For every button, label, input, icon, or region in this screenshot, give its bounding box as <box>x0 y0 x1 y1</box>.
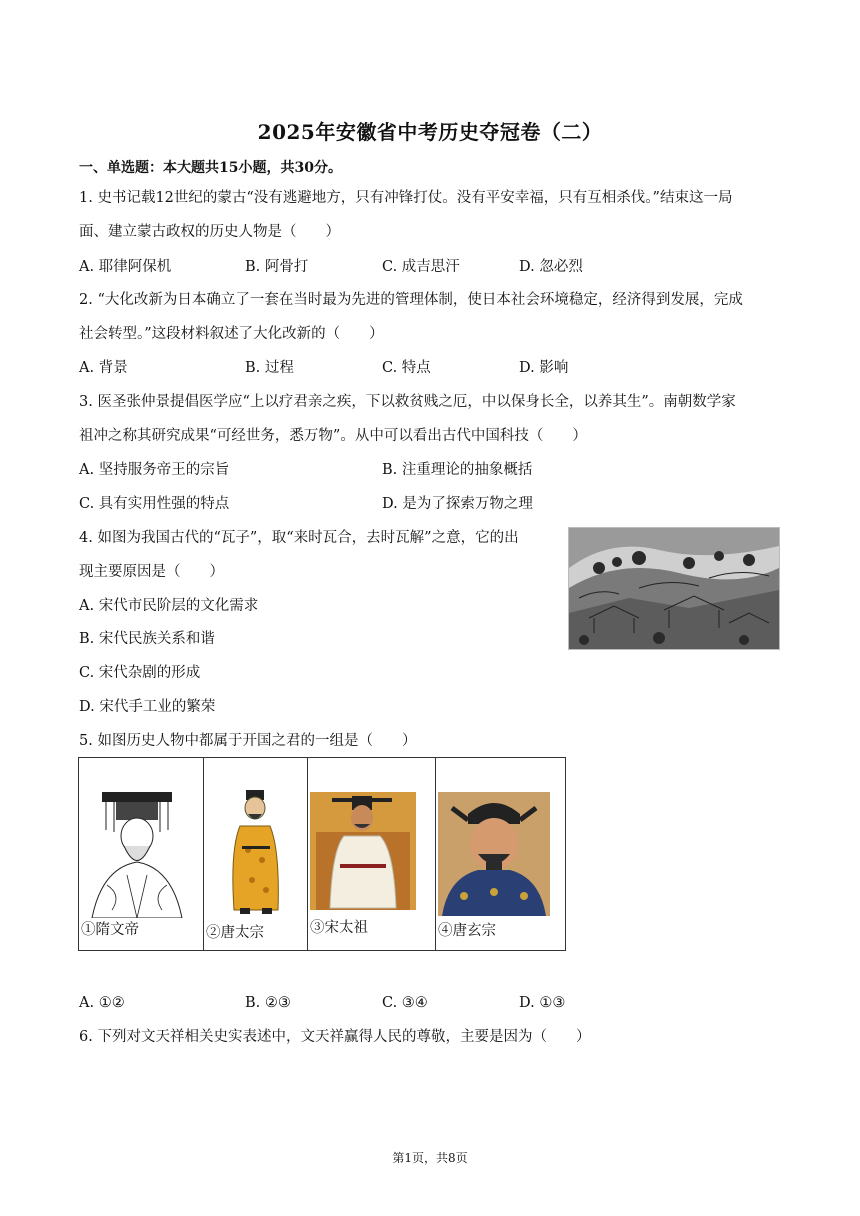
q3-option-a: A. 坚持服务帝王的宗旨 <box>79 462 230 478</box>
song-taizu-portrait-image <box>310 792 416 910</box>
q3-option-c: C. 具有实用性强的特点 <box>79 496 230 512</box>
portrait-table <box>78 757 566 951</box>
q1-option-b: B. 阿骨打 <box>245 259 309 275</box>
q3-option-d: D. 是为了探索万物之理 <box>382 496 533 512</box>
q2-option-d: D. 影响 <box>519 360 569 376</box>
q2-option-c: C. 特点 <box>382 360 431 376</box>
q2-option-b: B. 过程 <box>245 360 294 376</box>
question-1-line-1: 1. 史书记载12世纪的蒙古“没有逃避地方，只有冲锋打仗。没有平安幸福，只有互相杀伐。”结束这一局 <box>79 190 733 206</box>
q4-option-c: C. 宋代杂剧的形成 <box>79 665 201 681</box>
q5-option-c: C. ③④ <box>382 995 428 1011</box>
question-4-line-2: 现主要原因是（ ） <box>79 564 224 580</box>
portrait-cell-3 <box>308 758 436 950</box>
tang-taizong-portrait-image <box>222 790 292 916</box>
q4-option-b: B. 宋代民族关系和谐 <box>79 631 215 647</box>
q5-option-a: A. ①② <box>79 995 125 1011</box>
wazi-illustration-image <box>568 527 780 650</box>
q5-option-b: B. ②③ <box>245 995 291 1011</box>
portrait-caption-1: ①隋文帝 <box>81 922 139 938</box>
q1-option-a: A. 耶律阿保机 <box>79 259 172 275</box>
question-5-line-1: 5. 如图历史人物中都属于开国之君的一组是（ ） <box>79 733 417 749</box>
q1-option-d: D. 忽必烈 <box>519 259 583 275</box>
tang-xuanzong-portrait-image <box>438 792 550 916</box>
q2-option-a: A. 背景 <box>79 360 128 376</box>
portrait-caption-3: ③宋太祖 <box>310 920 368 936</box>
section-heading: 一、单选题：本大题共15小题，共30分。 <box>79 160 342 176</box>
portrait-caption-2: ②唐太宗 <box>206 925 264 941</box>
page-number-footer: 第1页，共8页 <box>392 1151 468 1165</box>
q5-option-d: D. ①③ <box>519 995 566 1011</box>
q3-option-b: B. 注重理论的抽象概括 <box>382 462 533 478</box>
q4-option-a: A. 宋代市民阶层的文化需求 <box>79 598 259 614</box>
sui-wendi-portrait-image <box>82 790 200 918</box>
portrait-cell-1 <box>79 758 204 950</box>
question-2-line-1: 2. “大化改新为日本确立了一套在当时最为先进的管理体制，使日本社会环境稳定，经济得到发展，完成 <box>79 292 743 308</box>
q1-option-c: C. 成吉思汗 <box>382 259 460 275</box>
portrait-caption-4: ④唐玄宗 <box>438 923 496 939</box>
portrait-cell-2 <box>204 758 308 950</box>
question-1-line-2: 面、建立蒙古政权的历史人物是（ ） <box>79 224 340 240</box>
question-2-line-2: 社会转型。”这段材料叙述了大化改新的（ ） <box>79 326 384 342</box>
question-3-line-1: 3. 医圣张仲景提倡医学应“上以疗君亲之疾，下以救贫贱之厄，中以保身长全，以养其生”。南朝数学家 <box>79 394 736 410</box>
question-4-line-1: 4. 如图为我国古代的“瓦子”，取“来时瓦合，去时瓦解”之意，它的出 <box>79 530 519 546</box>
question-3-line-2: 祖冲之称其研究成果“可经世务，悉万物”。从中可以看出古代中国科技（ ） <box>79 428 587 444</box>
question-6-line-1: 6. 下列对文天祥相关史实表述中，文天祥赢得人民的尊敬，主要是因为（ ） <box>79 1029 591 1045</box>
page-title: 2025年安徽省中考历史夺冠卷（二） <box>257 120 603 144</box>
portrait-cell-4 <box>436 758 565 950</box>
q4-option-d: D. 宋代手工业的繁荣 <box>79 699 216 715</box>
